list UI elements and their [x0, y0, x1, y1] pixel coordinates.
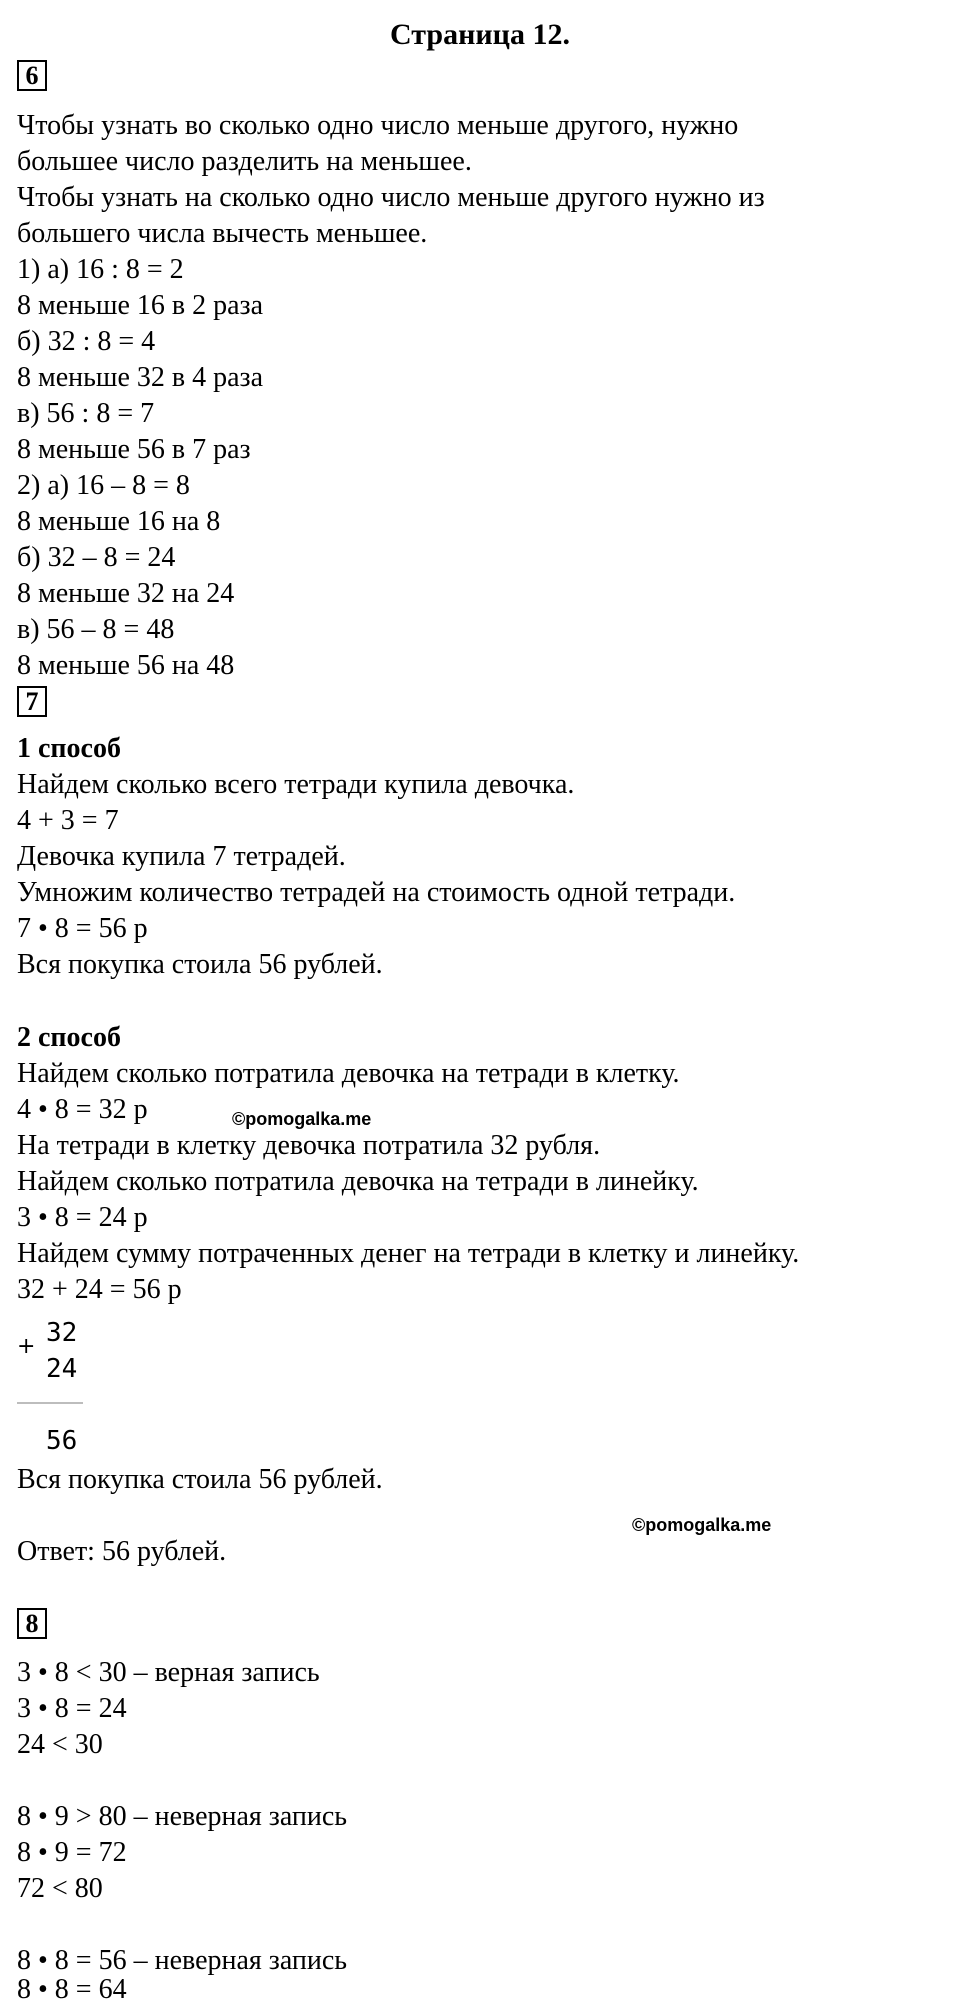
method-1-line: Вся покупка стоила 56 рублей.	[17, 949, 383, 980]
method-1-heading: 1 способ	[17, 733, 121, 764]
column-addition-rule	[17, 1402, 83, 1404]
task-8-line: 8 • 8 = 56 – неверная запись	[17, 1945, 348, 1976]
task-8-line: 3 • 8 < 30 – верная запись	[17, 1657, 320, 1688]
task-6-line: 8 меньше 32 на 24	[17, 578, 235, 609]
watermark-text: ©pomogalka.me	[232, 1109, 372, 1129]
method-1-line: Найдем сколько всего тетради купила девочка.	[17, 769, 575, 800]
task-6-line: б) 32 – 8 = 24	[17, 542, 176, 573]
method-1-line: 4 + 3 = 7	[17, 805, 119, 836]
method-2-line: Найдем сколько потратила девочка на тетради в клетку.	[17, 1058, 680, 1089]
task-7-number-box: 7	[17, 686, 47, 717]
task-8-line: 8 • 9 = 72	[17, 1837, 127, 1868]
task-8-line: 24 < 30	[17, 1729, 103, 1760]
task-6-line: 8 меньше 56 на 48	[17, 650, 235, 681]
method-2-heading: 2 способ	[17, 1022, 121, 1053]
method-2-line: Найдем сколько потратила девочка на тетради в линейку.	[17, 1166, 699, 1197]
task-8-line: 8 • 8 = 64	[17, 1974, 127, 2005]
column-addition-top-number: 32	[46, 1318, 78, 1348]
task-6-line: 2) а) 16 – 8 = 8	[17, 470, 190, 501]
task-8-line: 72 < 80	[17, 1873, 103, 1904]
task-6-line: 8 меньше 32 в 4 раза	[17, 362, 264, 393]
task-8-line: 8 • 9 > 80 – неверная запись	[17, 1801, 348, 1832]
method-1-line: Умножим количество тетрадей на стоимость одной тетради.	[17, 877, 736, 908]
answer-line: Ответ: 56 рублей.	[17, 1536, 227, 1567]
task-6-line: в) 56 : 8 = 7	[17, 398, 155, 429]
page-title: Страница 12.	[390, 18, 570, 51]
method-1-line: Девочка купила 7 тетрадей.	[17, 841, 346, 872]
task-6-line: 8 меньше 16 на 8	[17, 506, 221, 537]
task-8-number-box: 8	[17, 1608, 47, 1639]
watermark-text: ©pomogalka.me	[632, 1515, 772, 1535]
task-6-number-box: 6	[17, 60, 47, 91]
column-addition-bottom-number: 24	[46, 1354, 78, 1384]
task-6-line: 8 меньше 16 в 2 раза	[17, 290, 264, 321]
task-6-line: большего числа вычесть меньшее.	[17, 218, 428, 249]
task-6-line: б) 32 : 8 = 4	[17, 326, 156, 357]
method-2-total: Вся покупка стоила 56 рублей.	[17, 1464, 383, 1495]
method-2-line: 4 • 8 = 32 р	[17, 1094, 148, 1125]
task-6-line: Чтобы узнать на сколько одно число меньше другого нужно из	[17, 182, 765, 213]
method-2-line: 32 + 24 = 56 р	[17, 1274, 182, 1305]
column-addition-result: 56	[46, 1426, 78, 1456]
method-2-line: Найдем сумму потраченных денег на тетради в клетку и линейку.	[17, 1238, 800, 1269]
task-6-line: в) 56 – 8 = 48	[17, 614, 175, 645]
task-8-line: 3 • 8 = 24	[17, 1693, 127, 1724]
task-6-line: большее число разделить на меньшее.	[17, 146, 472, 177]
method-1-line: 7 • 8 = 56 р	[17, 913, 148, 944]
task-6-line: 1) а) 16 : 8 = 2	[17, 254, 184, 285]
task-6-line: Чтобы узнать во сколько одно число меньше другого, нужно	[17, 110, 739, 141]
method-2-line: 3 • 8 = 24 р	[17, 1202, 148, 1233]
method-2-line: На тетради в клетку девочка потратила 32 рубля.	[17, 1130, 601, 1161]
task-6-line: 8 меньше 56 в 7 раз	[17, 434, 251, 465]
column-addition-plus-sign: +	[17, 1334, 36, 1359]
